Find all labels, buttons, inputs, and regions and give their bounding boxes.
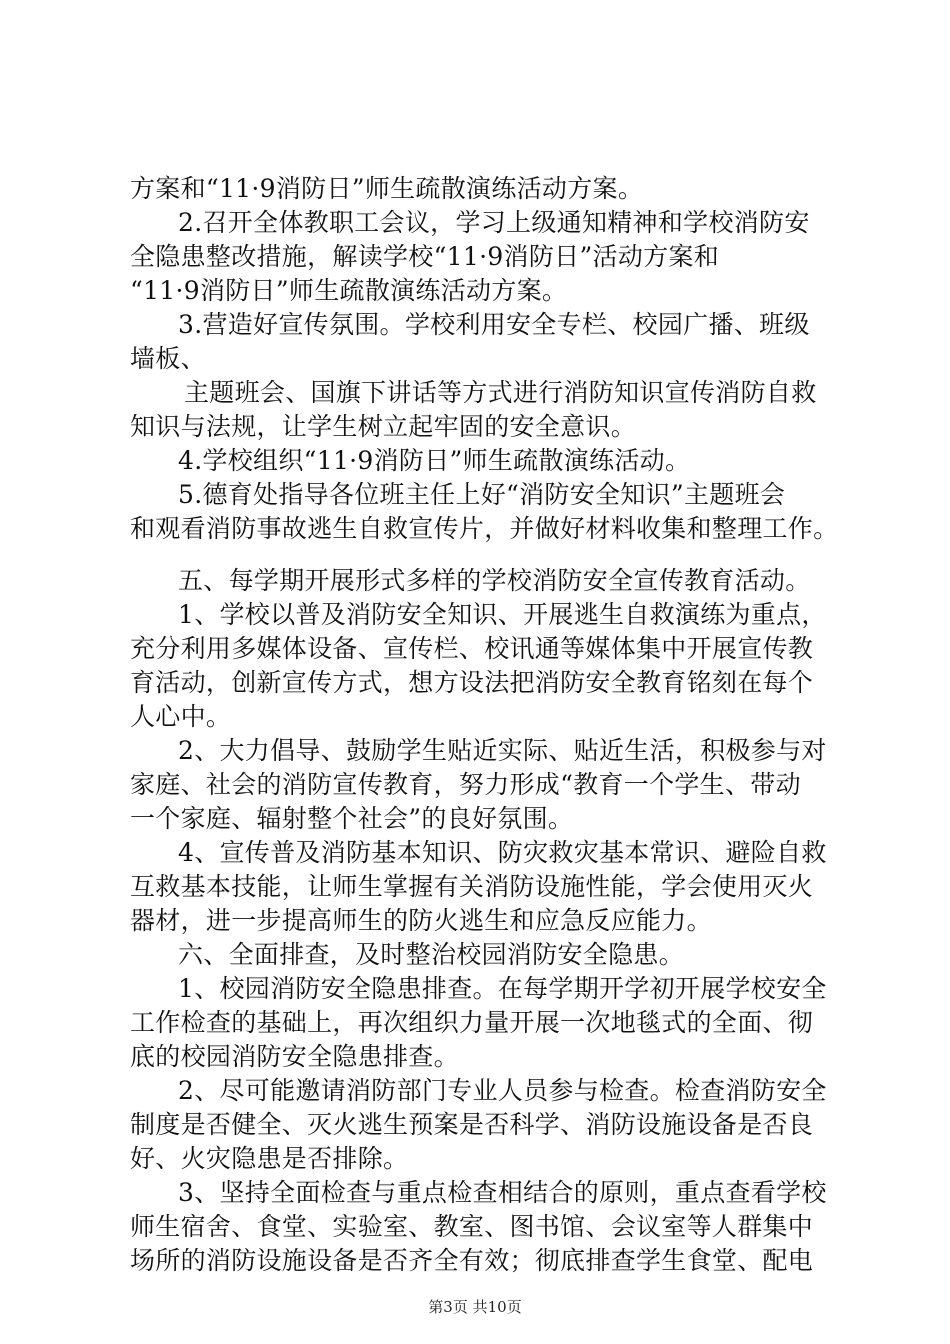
text-line: 1、学校以普及消防安全知识、开展逃生自救演练为重点，	[178, 600, 827, 629]
text-line: 3.营造好宣传氛围。学校利用安全专栏、校园广播、班级	[178, 310, 810, 339]
text-line: 好、火灾隐患是否排除。	[130, 1144, 409, 1173]
text-line: 2、尽可能邀请消防部门专业人员参与检查。检查消防安全	[178, 1076, 827, 1105]
text-line: 3、坚持全面检查与重点检查相结合的原则，重点查看学校	[178, 1178, 827, 1207]
text-line: 2、大力倡导、鼓励学生贴近实际、贴近生活，积极参与对	[178, 736, 827, 765]
text-line: 1、校园消防安全隐患排查。在每学期开学初开展学校安全	[178, 974, 827, 1003]
page-footer: 第3页 共10页	[428, 1298, 522, 1316]
text-line: 方案和“11·9消防日”师生疏散演练活动方案。	[130, 174, 644, 203]
text-line: 主题班会、国旗下讲话等方式进行消防知识宣传消防自救	[184, 378, 817, 407]
text-line: 2.召开全体教职工会议，学习上级通知精神和学校消防安	[178, 208, 810, 237]
text-line: 场所的消防设施设备是否齐全有效；彻底排查学生食堂、配电	[130, 1246, 814, 1275]
text-line: 师生宿舍、食堂、实验室、教室、图书馆、会议室等人群集中	[130, 1212, 814, 1241]
text-line: 4.学校组织“11·9消防日”师生疏散演练活动。	[178, 446, 691, 475]
text-line: 5.德育处指导各位班主任上好“消防安全知识”主题班会	[178, 480, 786, 509]
text-line: 全隐患整改措施，解读学校“11·9消防日”活动方案和	[130, 242, 720, 271]
text-line: 育活动，创新宣传方式，想方设法把消防安全教育铭刻在每个	[130, 668, 814, 697]
text-line: 制度是否健全、灭火逃生预案是否科学、消防设施设备是否良	[130, 1110, 814, 1139]
text-line: 底的校园消防安全隐患排查。	[130, 1042, 459, 1071]
text-line: 一个家庭、辐射整个社会”的良好氛围。	[130, 804, 574, 833]
section-heading: 五、每学期开展形式多样的学校消防安全宣传教育活动。	[178, 566, 811, 595]
text-line: 充分利用多媒体设备、宣传栏、校讯通等媒体集中开展宣传教	[130, 634, 814, 663]
text-line: 器材，进一步提高师生的防火逃生和应急反应能力。	[130, 906, 712, 935]
text-line: 4、宣传普及消防基本知识、防灾救灾基本常识、避险自救	[178, 838, 827, 867]
text-line: 互救基本技能，让师生掌握有关消防设施性能，学会使用灭火	[130, 872, 814, 901]
text-line: 和观看消防事故逃生自救宣传片，并做好材料收集和整理工作。	[130, 514, 839, 543]
text-line: 家庭、社会的消防宣传教育，努力形成“教育一个学生、带动	[130, 770, 801, 799]
text-line: 工作检查的基础上，再次组织力量开展一次地毯式的全面、彻	[130, 1008, 814, 1037]
text-line: “11·9消防日”师生疏散演练活动方案。	[130, 276, 568, 305]
text-line: 知识与法规，让学生树立起牢固的安全意识。	[130, 412, 637, 441]
text-line: 墙板、	[130, 344, 206, 373]
section-heading: 六、全面排查，及时整治校园消防安全隐患。	[178, 940, 685, 969]
text-line: 人心中。	[130, 702, 232, 731]
